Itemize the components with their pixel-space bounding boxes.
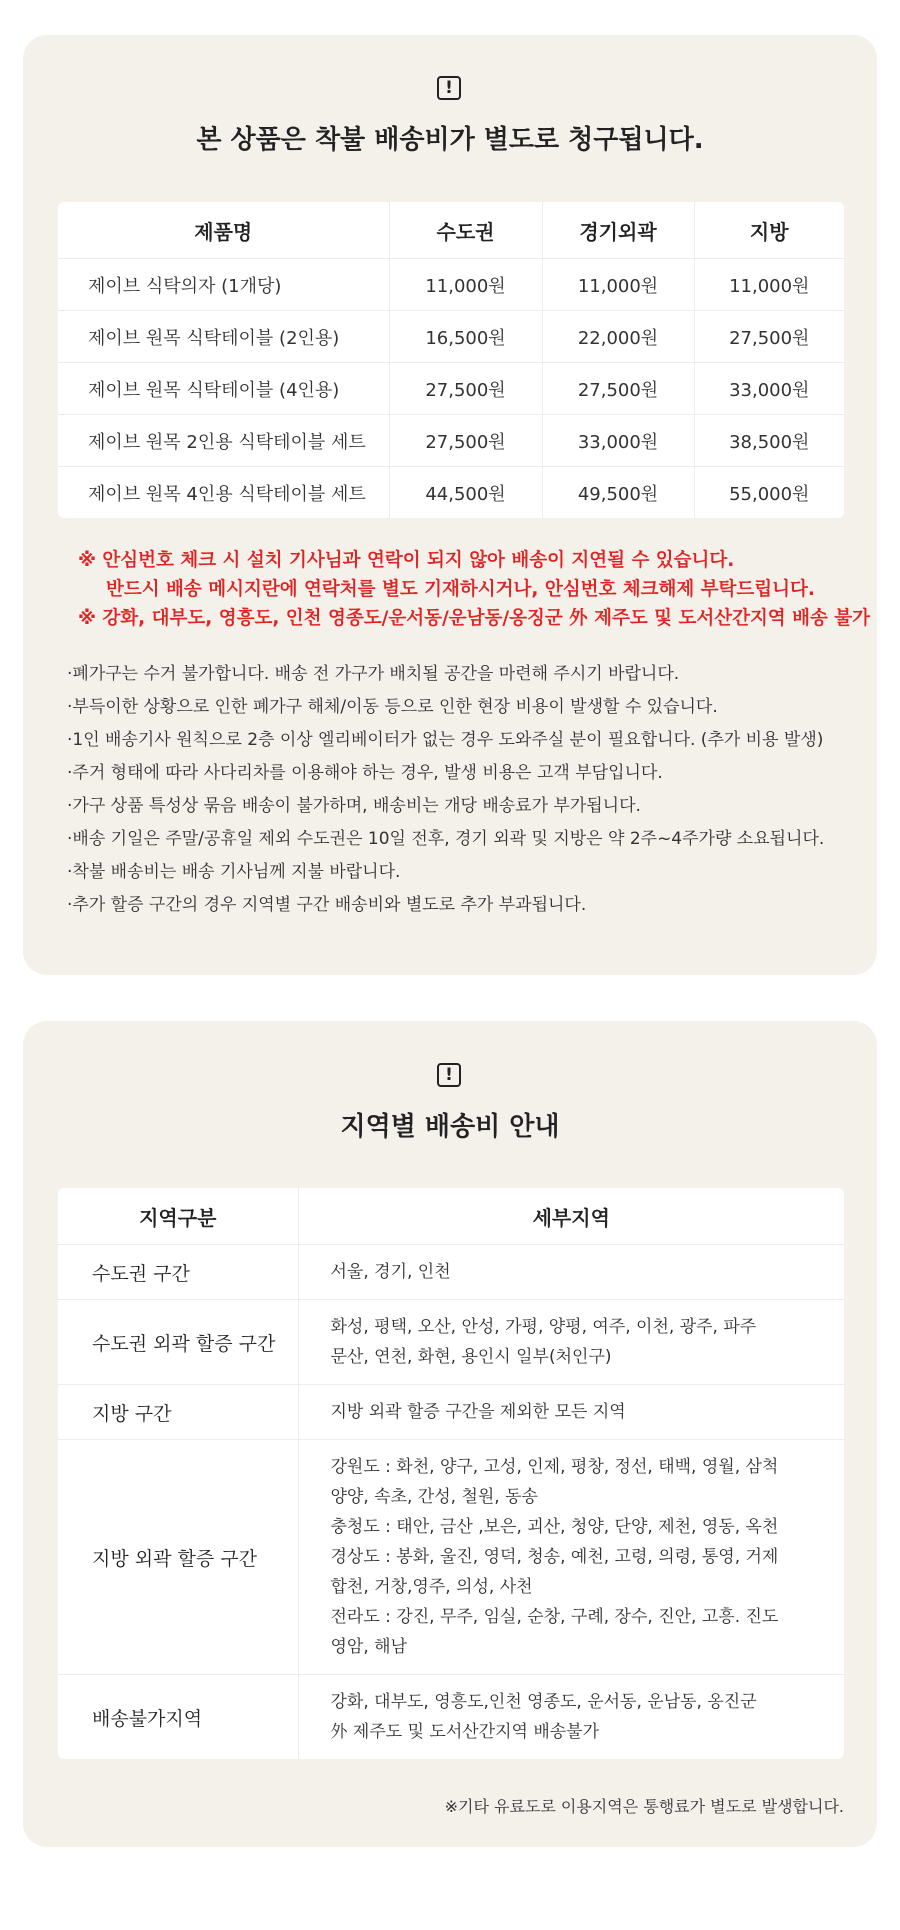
region-detail: 지방 외곽 할증 구간을 제외한 모든 지역 [298, 1385, 844, 1440]
product-name: 제이브 원목 식탁테이블 (2인용) [58, 311, 389, 363]
note-item: ·추가 할증 구간의 경우 지역별 구간 배송비와 별도로 추가 부과됩니다. [67, 895, 587, 915]
region-label: 지방 구간 [58, 1385, 298, 1440]
price-capital: 44,500원 [389, 467, 542, 519]
table-row [58, 415, 844, 467]
header-region-type: 지역구분 [58, 1188, 298, 1245]
region-detail: 강화, 대부도, 영흥도,인천 영종도, 운서동, 운남동, 옹진군 外 제주도 및 도서산간지역 배송불가 [298, 1675, 844, 1760]
note-item: ·폐가구는 수거 불가합니다. 배송 전 가구가 배치될 공간을 마련해 주시기 바랍니다. [67, 664, 680, 684]
price-province: 55,000원 [694, 467, 844, 519]
price-outskirts: 27,500원 [542, 363, 694, 415]
warning-note: ※ 강화, 대부도, 영흥도, 인천 영종도/운서동/운남동/옹징군 外 제주도 및 도서산간지역 배송 불가 [78, 608, 871, 629]
product-name: 제이브 원목 2인용 식탁테이블 세트 [58, 415, 389, 467]
table-row [58, 259, 844, 311]
price-outskirts: 49,500원 [542, 467, 694, 519]
price-province: 11,000원 [694, 259, 844, 311]
header-region-detail: 세부지역 [298, 1188, 844, 1245]
note-item: ·가구 상품 특성상 묶음 배송이 불가하며, 배송비는 개당 배송료가 부가됩니다. [67, 796, 641, 816]
shipping-notice-title: 본 상품은 착불 배송비가 별도로 청구됩니다. [196, 125, 704, 155]
region-label: 배송불가지역 [58, 1675, 298, 1760]
toll-footnote: ※기타 유료도로 이용지역은 통행료가 별도로 발생합니다. [444, 1797, 844, 1816]
note-item: ·부득이한 상황으로 인한 폐가구 해체/이동 등으로 인한 현장 비용이 발생할 수 있습니다. [67, 697, 718, 717]
note-item: ·주거 형태에 따라 사다리차를 이용해야 하는 경우, 발생 비용은 고객 부담입니다. [67, 763, 663, 783]
table-header-row [58, 1188, 844, 1245]
header-province: 지방 [694, 202, 844, 259]
price-outskirts: 22,000원 [542, 311, 694, 363]
table-row [58, 1675, 844, 1760]
shipping-price-table [58, 202, 844, 518]
header-product-name: 제품명 [58, 202, 389, 259]
shipping-notes-list [67, 658, 867, 922]
region-detail: 서울, 경기, 인천 [298, 1245, 844, 1300]
region-guide-card [23, 1021, 877, 1847]
price-province: 27,500원 [694, 311, 844, 363]
price-province: 38,500원 [694, 415, 844, 467]
warning-note: ※ 안심번호 체크 시 설치 기사님과 연락이 되지 않아 배송이 지연될 수 있습니다. [78, 550, 735, 571]
region-label: 수도권 구간 [58, 1245, 298, 1300]
note-item: ·착불 배송비는 배송 기사님께 지불 바랍니다. [67, 862, 401, 882]
region-table [58, 1188, 844, 1759]
price-capital: 16,500원 [389, 311, 542, 363]
product-name: 제이브 식탁의자 (1개당) [58, 259, 389, 311]
product-name: 제이브 원목 4인용 식탁테이블 세트 [58, 467, 389, 519]
note-item: ·1인 배송기사 원칙으로 2층 이상 엘리베이터가 없는 경우 도와주실 분이 필요합니다. (추가 비용 발생) [67, 730, 824, 750]
note-item: ·배송 기일은 주말/공휴일 제외 수도권은 10일 전후, 경기 외곽 및 지방은 약 2주~4주가량 소요됩니다. [67, 829, 825, 849]
red-warning-notes [78, 546, 878, 633]
price-capital: 27,500원 [389, 363, 542, 415]
table-row [58, 1440, 844, 1675]
product-name: 제이브 원목 식탁테이블 (4인용) [58, 363, 389, 415]
region-guide-title: 지역별 배송비 안내 [340, 1112, 560, 1142]
region-detail: 화성, 평택, 오산, 안성, 가평, 양평, 여주, 이천, 광주, 파주 문산, 연천, 화현, 용인시 일부(처인구) [298, 1300, 844, 1385]
price-outskirts: 11,000원 [542, 259, 694, 311]
region-label: 수도권 외곽 할증 구간 [58, 1300, 298, 1385]
region-label: 지방 외곽 할증 구간 [58, 1440, 298, 1675]
price-province: 33,000원 [694, 363, 844, 415]
alert-icon: ! [437, 76, 461, 100]
warning-note: 반드시 배송 메시지란에 연락처를 별도 기재하시거나, 안심번호 체크해제 부탁드립니다. [106, 579, 815, 600]
alert-icon: ! [437, 1063, 461, 1087]
header-capital-area: 수도권 [389, 202, 542, 259]
price-capital: 27,500원 [389, 415, 542, 467]
table-row [58, 1385, 844, 1440]
table-row [58, 363, 844, 415]
region-detail: 강원도 : 화천, 양구, 고성, 인제, 평창, 정선, 태백, 영월, 삼척 양양, 속초, 간성, 철원, 동송 충청도 : 태안, 금산 ,보은, 괴산, 청양, 단양, 제천, 영동, 옥천 경상도 : 봉화, 울진, 영덕, 청송, 예천, 고령, 의령, 통영, 거제 합천, 거창,영주, 의성, 사천 전라도 : 강진, 무주, 임실, 순창, 구례, 장수, 진안, 고흥. 진도 영암, 해남 [298, 1440, 844, 1675]
price-capital: 11,000원 [389, 259, 542, 311]
table-header-row [58, 202, 844, 259]
table-row [58, 1300, 844, 1385]
table-row [58, 1245, 844, 1300]
shipping-fee-card [23, 35, 877, 975]
table-row [58, 311, 844, 363]
table-row [58, 467, 844, 519]
price-outskirts: 33,000원 [542, 415, 694, 467]
header-gyeonggi-outskirts: 경기외곽 [542, 202, 694, 259]
